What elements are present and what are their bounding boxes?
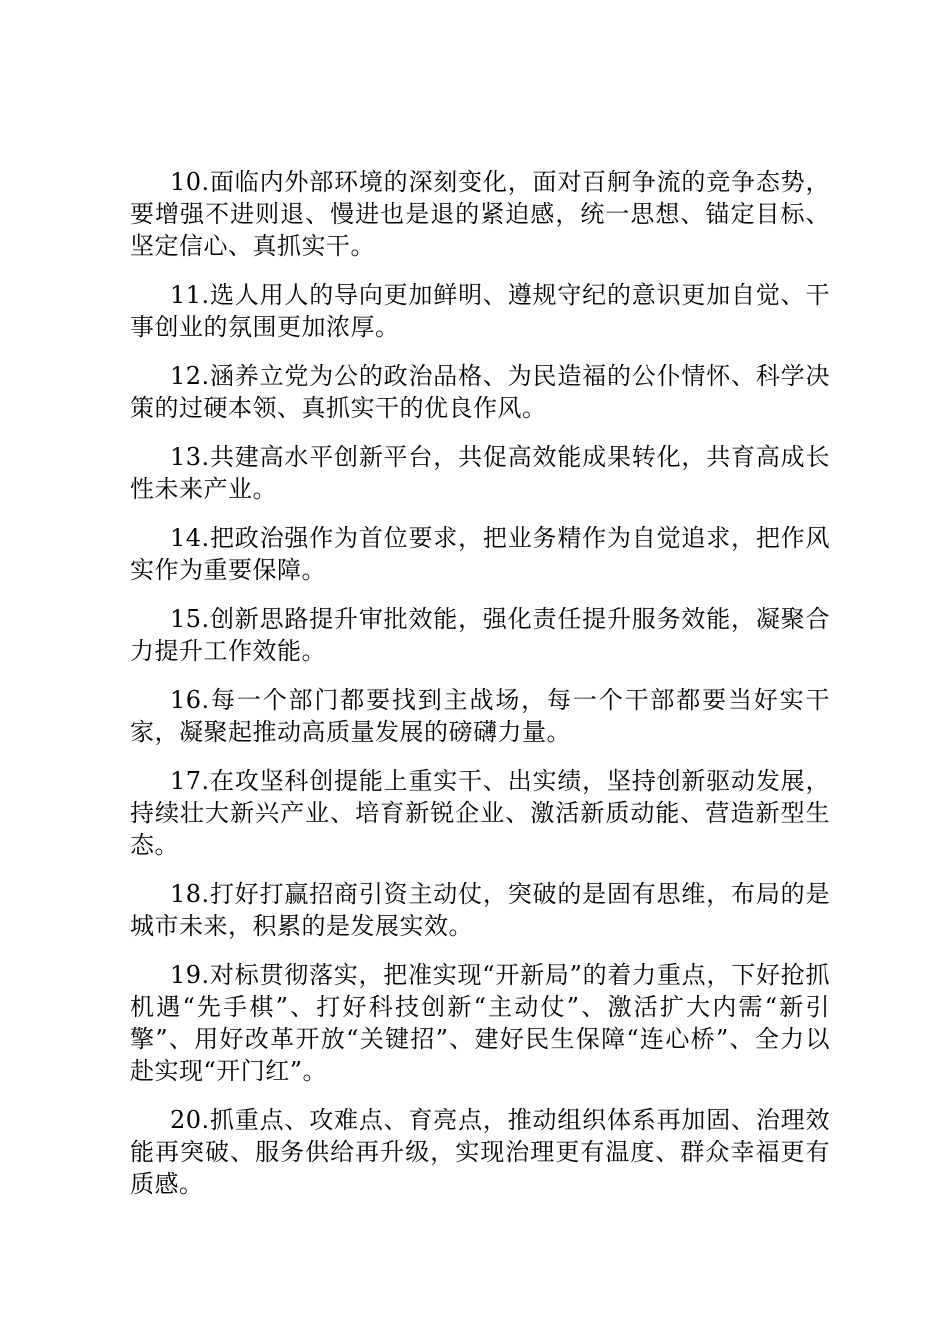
paragraph-19: 19.对标贯彻落实，把准实现“开新局”的着力重点，下好抢抓机遇“先手棋”、打好科技创新“主动仗”、激活扩大内需“新引擎”、用好改革开放“关键招”、建好民生保障“连心桥”、全力以赴实现“开门红”。 xyxy=(130,961,830,1085)
paragraph-10: 10.面临内外部环境的深刻变化，面对百舸争流的竞争态势，要增强不进则退、慢进也是退的紧迫感，统一思想、锚定目标、坚定信心、真抓实干。 xyxy=(130,168,830,260)
paragraph-11: 11.选人用人的导向更加鲜明、遵规守纪的意识更加自觉、干事创业的氛围更加浓厚。 xyxy=(130,281,830,341)
document-page xyxy=(130,166,830,1217)
paragraph-20: 20.抓重点、攻难点、育亮点，推动组织体系再加固、治理效能再突破、服务供给再升级，实现治理更有温度、群众幸福更有质感。 xyxy=(130,1106,830,1198)
paragraph-16: 16.每一个部门都要找到主战场，每一个干部都要当好实干家，凝聚起推动高质量发展的磅礴力量。 xyxy=(130,686,830,746)
paragraph-18: 18.打好打赢招商引资主动仗，突破的是固有思维，布局的是城市未来，积累的是发展实效。 xyxy=(130,880,830,940)
paragraph-17: 17.在攻坚科创提能上重实干、出实绩，坚持创新驱动发展，持续壮大新兴产业、培育新锐企业、激活新质动能、营造新型生态。 xyxy=(130,767,830,859)
paragraph-12: 12.涵养立党为公的政治品格、为民造福的公仆情怀、科学决策的过硬本领、真抓实干的优良作风。 xyxy=(130,362,830,422)
paragraph-15: 15.创新思路提升审批效能，强化责任提升服务效能，凝聚合力提升工作效能。 xyxy=(130,605,830,665)
paragraph-13: 13.共建高水平创新平台，共促高效能成果转化，共育高成长性未来产业。 xyxy=(130,443,830,503)
paragraph-14: 14.把政治强作为首位要求，把业务精作为自觉追求，把作风实作为重要保障。 xyxy=(130,524,830,584)
